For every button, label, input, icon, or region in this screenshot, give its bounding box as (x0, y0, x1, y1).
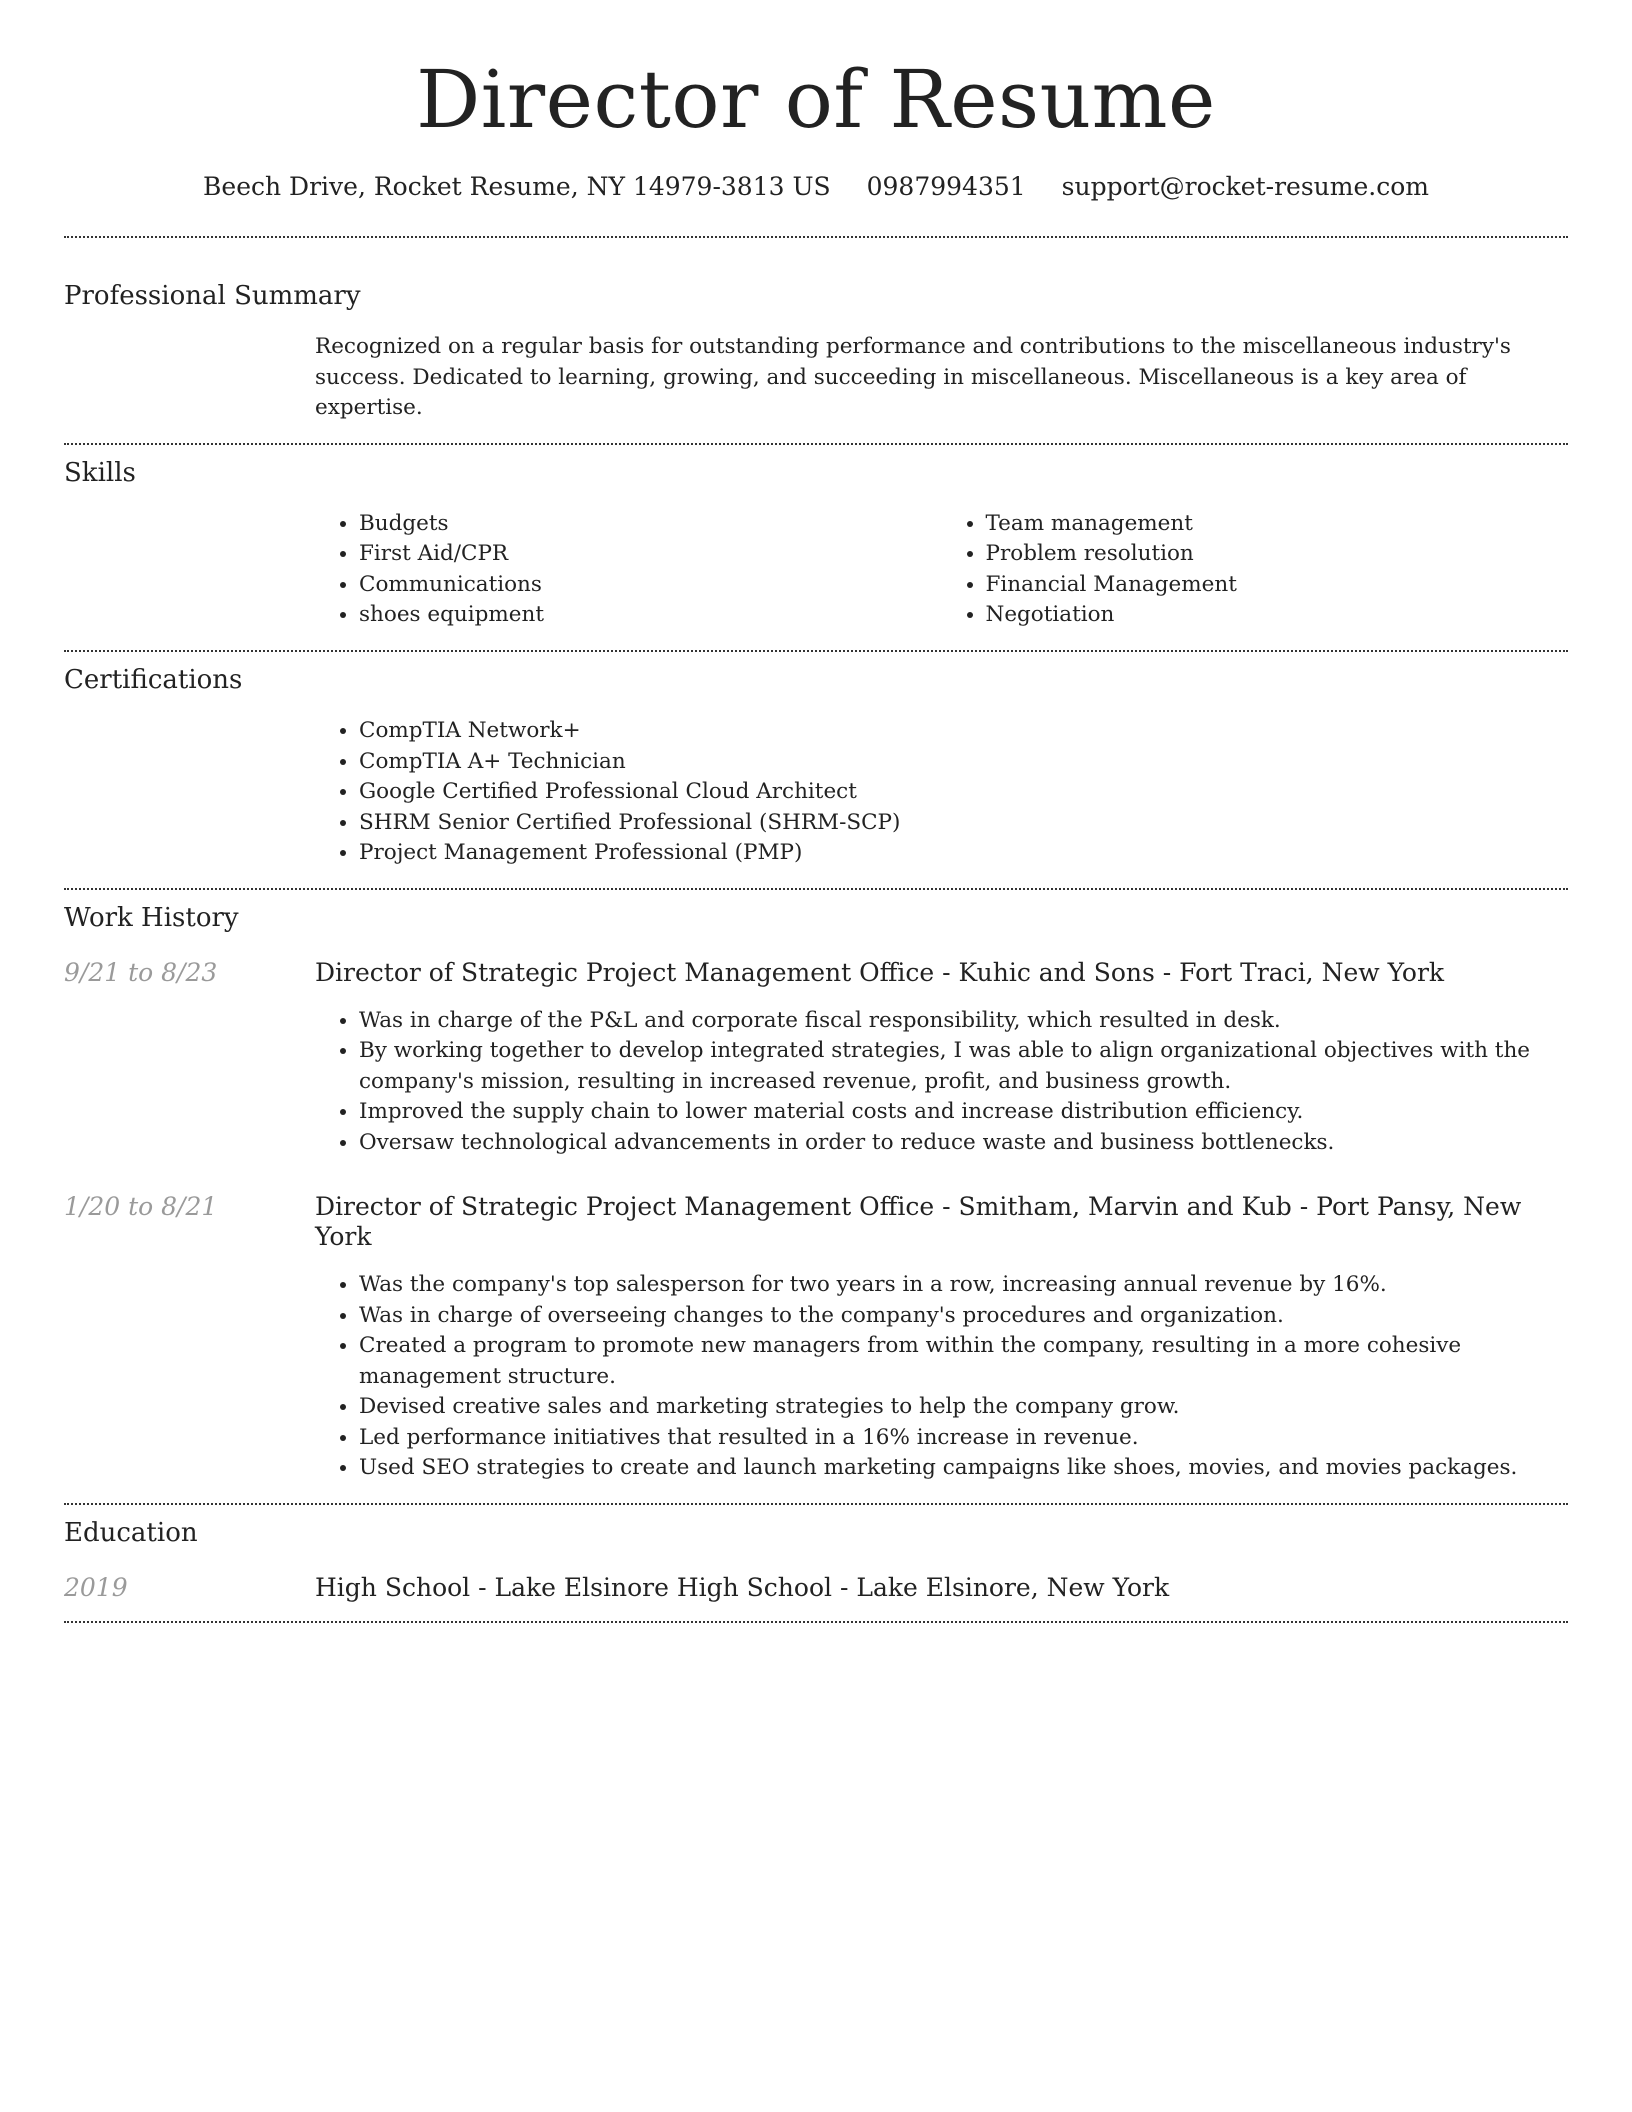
section-title-certifications: Certifications (64, 664, 243, 695)
work-history-section (64, 903, 1568, 1484)
education-section (64, 1518, 1568, 1603)
skill-item: • Team management (986, 509, 1569, 540)
job-date: 9/21 to 8/23 (64, 957, 218, 987)
skill-item: • Communications (359, 570, 942, 601)
certifications-list (315, 716, 1568, 869)
skill-item: • shoes equipment (359, 600, 942, 631)
skills-list (315, 509, 1568, 631)
divider (64, 443, 1568, 445)
education-title: High School - Lake Elsinore High School - Lake Elsinore, New York (315, 1572, 1170, 1602)
job-bullet: • Was the company's top salesperson for two years in a row, increasing annual revenue by 16%. (359, 1270, 1568, 1301)
job-header (64, 958, 1568, 988)
education-header (64, 1573, 1568, 1603)
job-bullets (315, 1270, 1568, 1484)
job-bullet: • Oversaw technological advancements in order to reduce waste and business bottlenecks. (359, 1128, 1568, 1159)
section-title-work: Work History (64, 902, 239, 933)
job-details (315, 1006, 1568, 1159)
job-entry (64, 1192, 1568, 1484)
job-bullet: • Was in charge of overseeing changes to the company's procedures and organization. (359, 1301, 1568, 1332)
certification-item: • Google Certified Professional Cloud Architect (359, 777, 1568, 808)
section-title-summary: Professional Summary (64, 281, 361, 311)
job-entry (64, 958, 1568, 1159)
job-bullet: • Created a program to promote new managers from within the company, resulting in a more cohesive management structure. (359, 1331, 1568, 1392)
candidate-name: Director of Resume (416, 53, 1216, 146)
skills-column-2 (942, 509, 1569, 631)
contact-line (64, 172, 1568, 202)
job-title: Director of Strategic Project Management Office - Smitham, Marvin and Kub - Port Pansy, New York (315, 1192, 1522, 1252)
certifications-bullets (315, 716, 1568, 869)
education-date: 2019 (64, 1572, 128, 1602)
job-bullet: • Was in charge of the P&L and corporate fiscal responsibility, which resulted in desk. (359, 1006, 1568, 1037)
job-bullet: • Used SEO strategies to create and launch marketing campaigns like shoes, movies, and movies packages. (359, 1453, 1568, 1484)
job-bullet: • Led performance initiatives that resulted in a 16% increase in revenue. (359, 1423, 1568, 1454)
divider (64, 650, 1568, 652)
phone: 0987994351 (866, 172, 1026, 201)
job-bullets (315, 1006, 1568, 1159)
skill-item: • Financial Management (986, 570, 1569, 601)
section-title-skills: Skills (64, 457, 136, 488)
skill-item: • Budgets (359, 509, 942, 540)
divider (64, 1503, 1568, 1505)
summary-text: Recognized on a regular basis for outstanding performance and contributions to the miscellaneous industry's success. Dedicated to learning, growing, and succeeding in miscellaneous. Miscellaneous is a key area of expertise. (315, 334, 1511, 421)
certifications-section (64, 665, 1568, 869)
skill-item: • Negotiation (986, 600, 1569, 631)
education-entry (64, 1573, 1568, 1603)
certification-item: • CompTIA Network+ (359, 716, 1568, 747)
job-details (315, 1270, 1568, 1484)
skill-item: • Problem resolution (986, 539, 1569, 570)
skill-item: • First Aid/CPR (359, 539, 942, 570)
job-bullet: • Devised creative sales and marketing strategies to help the company grow. (359, 1392, 1568, 1423)
section-title-education: Education (64, 1517, 198, 1548)
email: support@rocket-resume.com (1061, 172, 1429, 201)
job-title: Director of Strategic Project Management Office - Kuhic and Sons - Fort Traci, New York (315, 957, 1445, 987)
job-bullet: • By working together to develop integrated strategies, I was able to align organizational objectives with the company's mission, resulting in increased revenue, profit, and business growth. (359, 1036, 1568, 1097)
job-header (64, 1192, 1568, 1252)
address: Beech Drive, Rocket Resume, NY 14979-3813 US (203, 172, 831, 201)
certification-item: • CompTIA A+ Technician (359, 747, 1568, 778)
job-date: 1/20 to 8/21 (64, 1192, 218, 1222)
divider (64, 888, 1568, 890)
divider (64, 1621, 1568, 1623)
skills-column-1 (315, 509, 942, 631)
skills-section (64, 458, 1568, 631)
certification-item: • Project Management Professional (PMP) (359, 838, 1568, 869)
certification-item: • SHRM Senior Certified Professional (SHRM-SCP) (359, 808, 1568, 839)
divider (64, 236, 1568, 238)
job-bullet: • Improved the supply chain to lower material costs and increase distribution efficiency. (359, 1097, 1568, 1128)
summary-section (64, 281, 1568, 424)
